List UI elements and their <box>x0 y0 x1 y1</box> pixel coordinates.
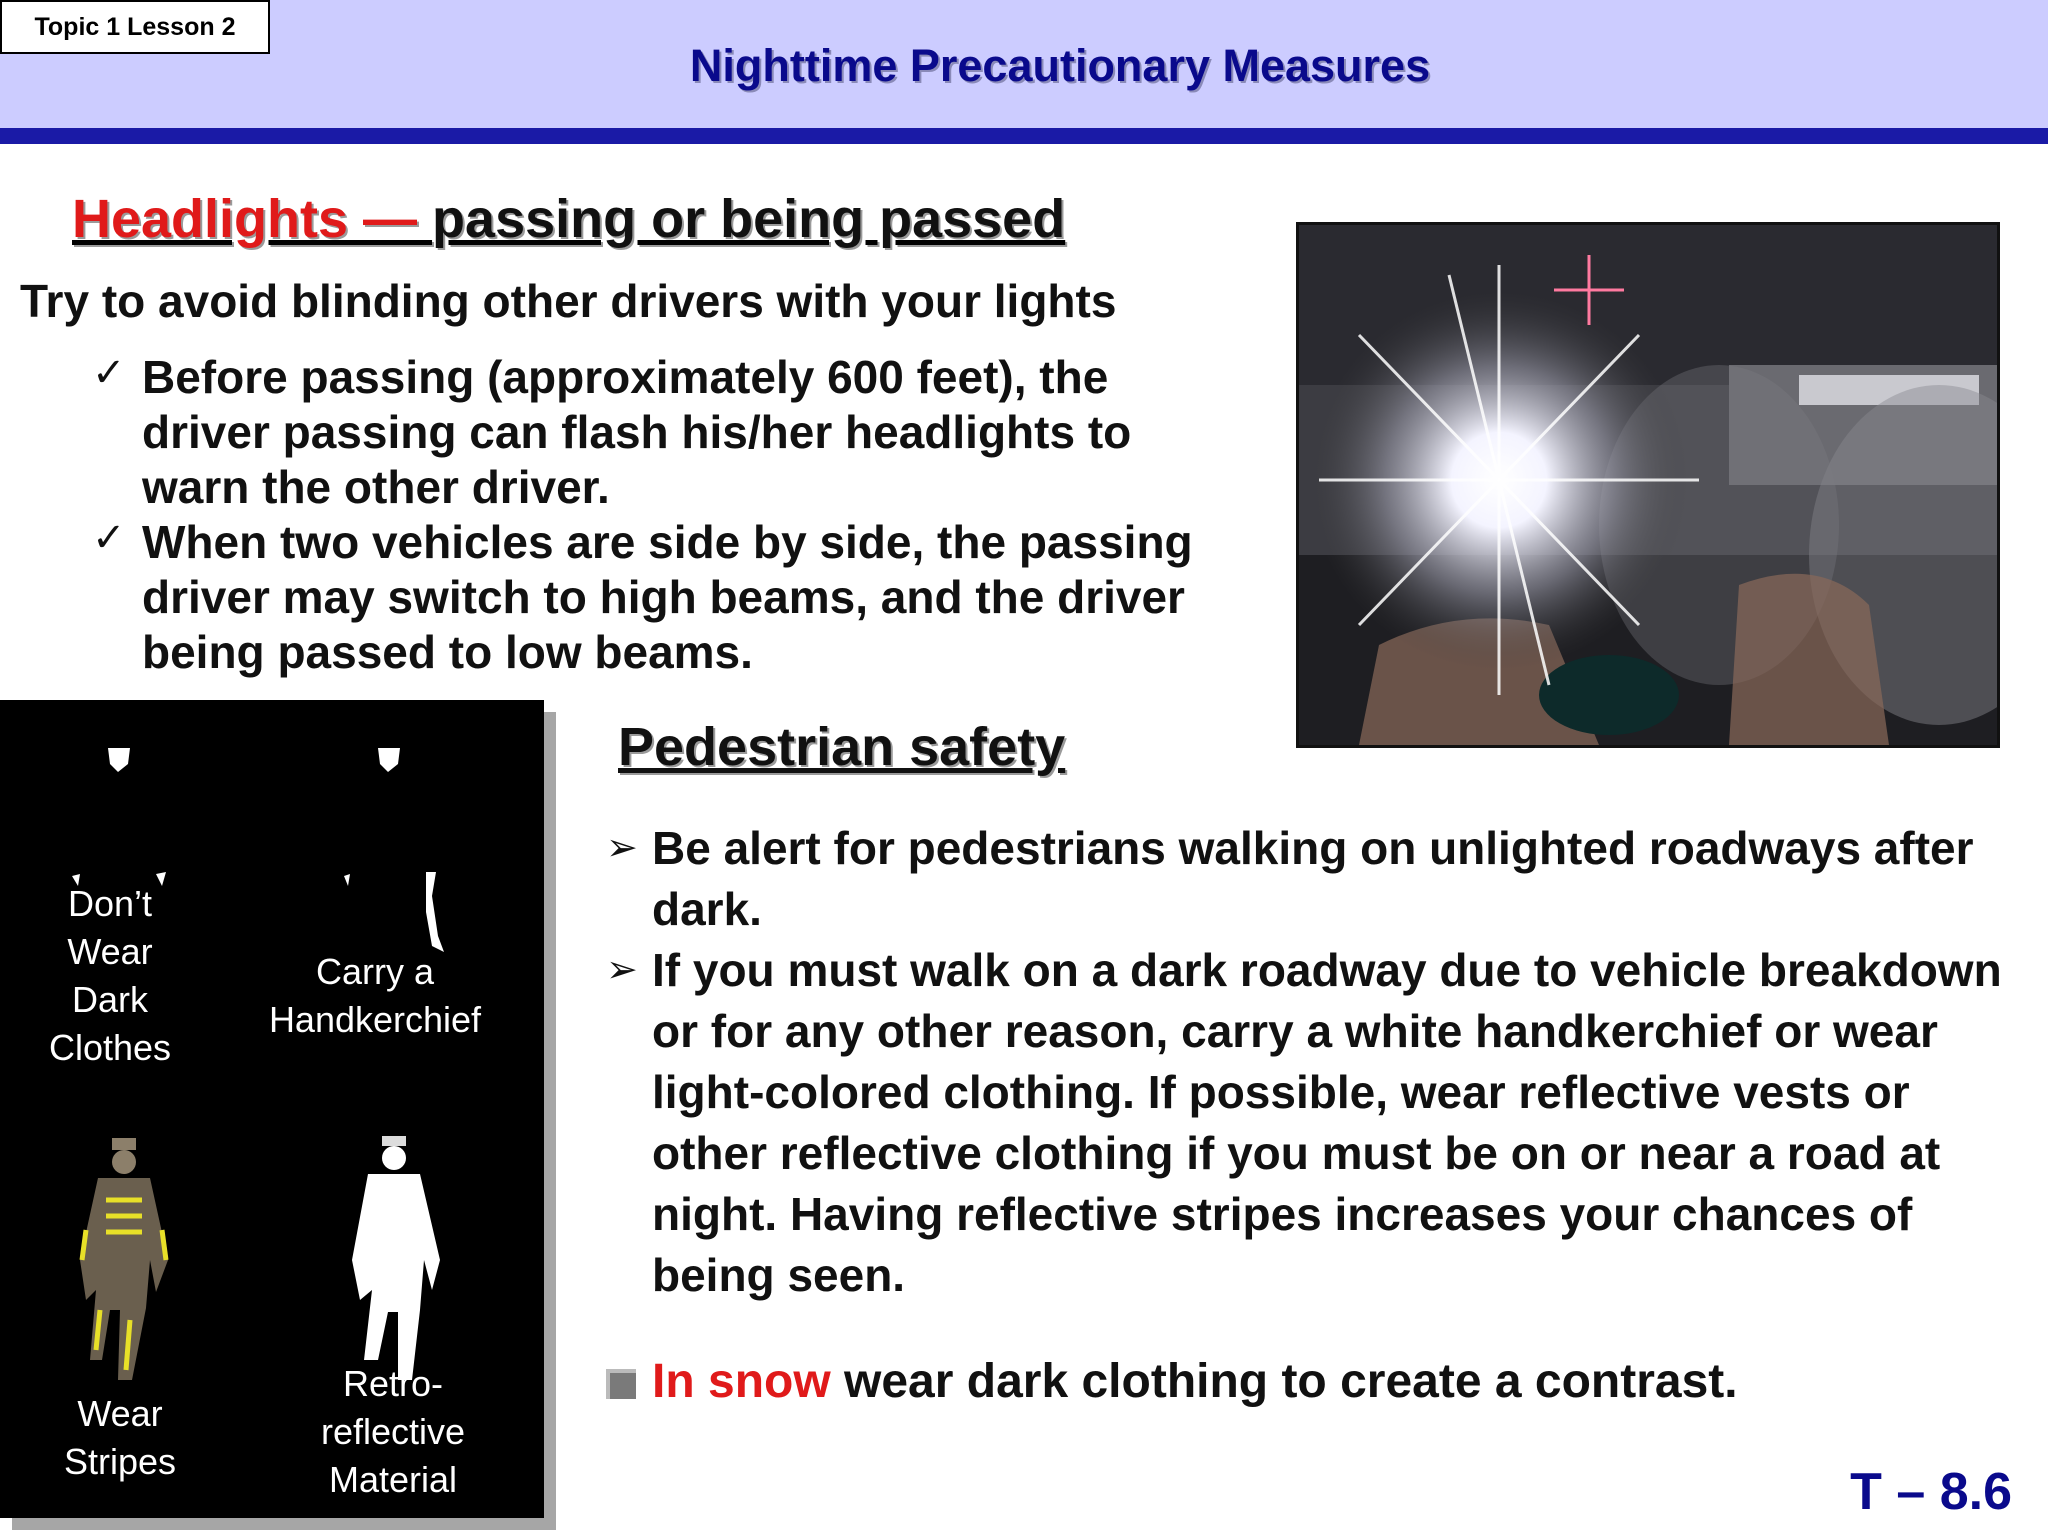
glare-photo <box>1296 222 2000 748</box>
page-number: T – 8.6 <box>1850 1463 2012 1521</box>
headlights-heading <box>72 188 1065 250</box>
square-bullet-icon <box>606 1369 636 1399</box>
label-retroreflective: Retro-reflective Material <box>320 1363 466 1500</box>
pedestrian-visibility-panel <box>0 700 544 1518</box>
handkerchief-figure <box>344 748 444 952</box>
arrow-bullet-icon: ➢ <box>606 949 638 991</box>
pedestrian-heading: Pedestrian safety <box>618 717 1066 777</box>
snow-tip <box>606 1354 1738 1409</box>
label-dark-clothes: Don’t Wear Dark Clothes <box>48 883 172 1068</box>
dark-clothes-figure <box>72 748 166 886</box>
headlights-list <box>92 350 1232 680</box>
pedestrian-item-text: If you must walk on a dark roadway due to vehicle breakdown or for any other reason, carry a white handkerchief or wear light-colored clothing. If possible, wear reflective vests or other reflective clothing if you must be on or near a road at night. Having reflective stripes increases your chances of being seen. <box>652 944 2002 1301</box>
pedestrian-list <box>606 818 2026 1306</box>
label-handkerchief: Carry a Handkerchief <box>268 951 482 1040</box>
pedestrian-item-text: Be alert for pedestrians walking on unlighted roadways after dark. <box>652 822 1974 935</box>
snow-tip-red: In snow <box>652 1355 831 1408</box>
headlights-heading-red: Headlights — <box>72 189 433 249</box>
checkmark-icon: ✓ <box>92 351 126 395</box>
headlights-item-text: Before passing (approximately 600 feet), the driver passing can flash his/her headlights to warn the other driver. <box>142 351 1132 513</box>
list-item <box>606 940 2026 1306</box>
headlights-intro: Try to avoid blinding other drivers with your lights <box>20 275 1117 327</box>
retroreflective-figure <box>352 1136 440 1380</box>
checkmark-icon: ✓ <box>92 516 126 560</box>
label-stripes: Wear Stripes <box>63 1393 177 1482</box>
list-item <box>92 515 1232 680</box>
snow-tip-rest: wear dark clothing to create a contrast. <box>830 1355 1738 1408</box>
slide-title: Nighttime Precautionary Measures <box>689 40 1431 91</box>
arrow-bullet-icon: ➢ <box>606 827 638 869</box>
list-item <box>92 350 1232 515</box>
list-item <box>606 818 2026 940</box>
headlights-item-text: When two vehicles are side by side, the passing driver may switch to high beams, and the driver being passed to low beams. <box>142 516 1193 678</box>
glare-photo-illustration <box>1299 225 1997 745</box>
header-rule <box>0 128 2048 144</box>
topic-label: Topic 1 Lesson 2 <box>0 0 270 54</box>
headlights-heading-rest: passing or being passed <box>432 189 1066 249</box>
stripes-figure <box>80 1138 168 1380</box>
